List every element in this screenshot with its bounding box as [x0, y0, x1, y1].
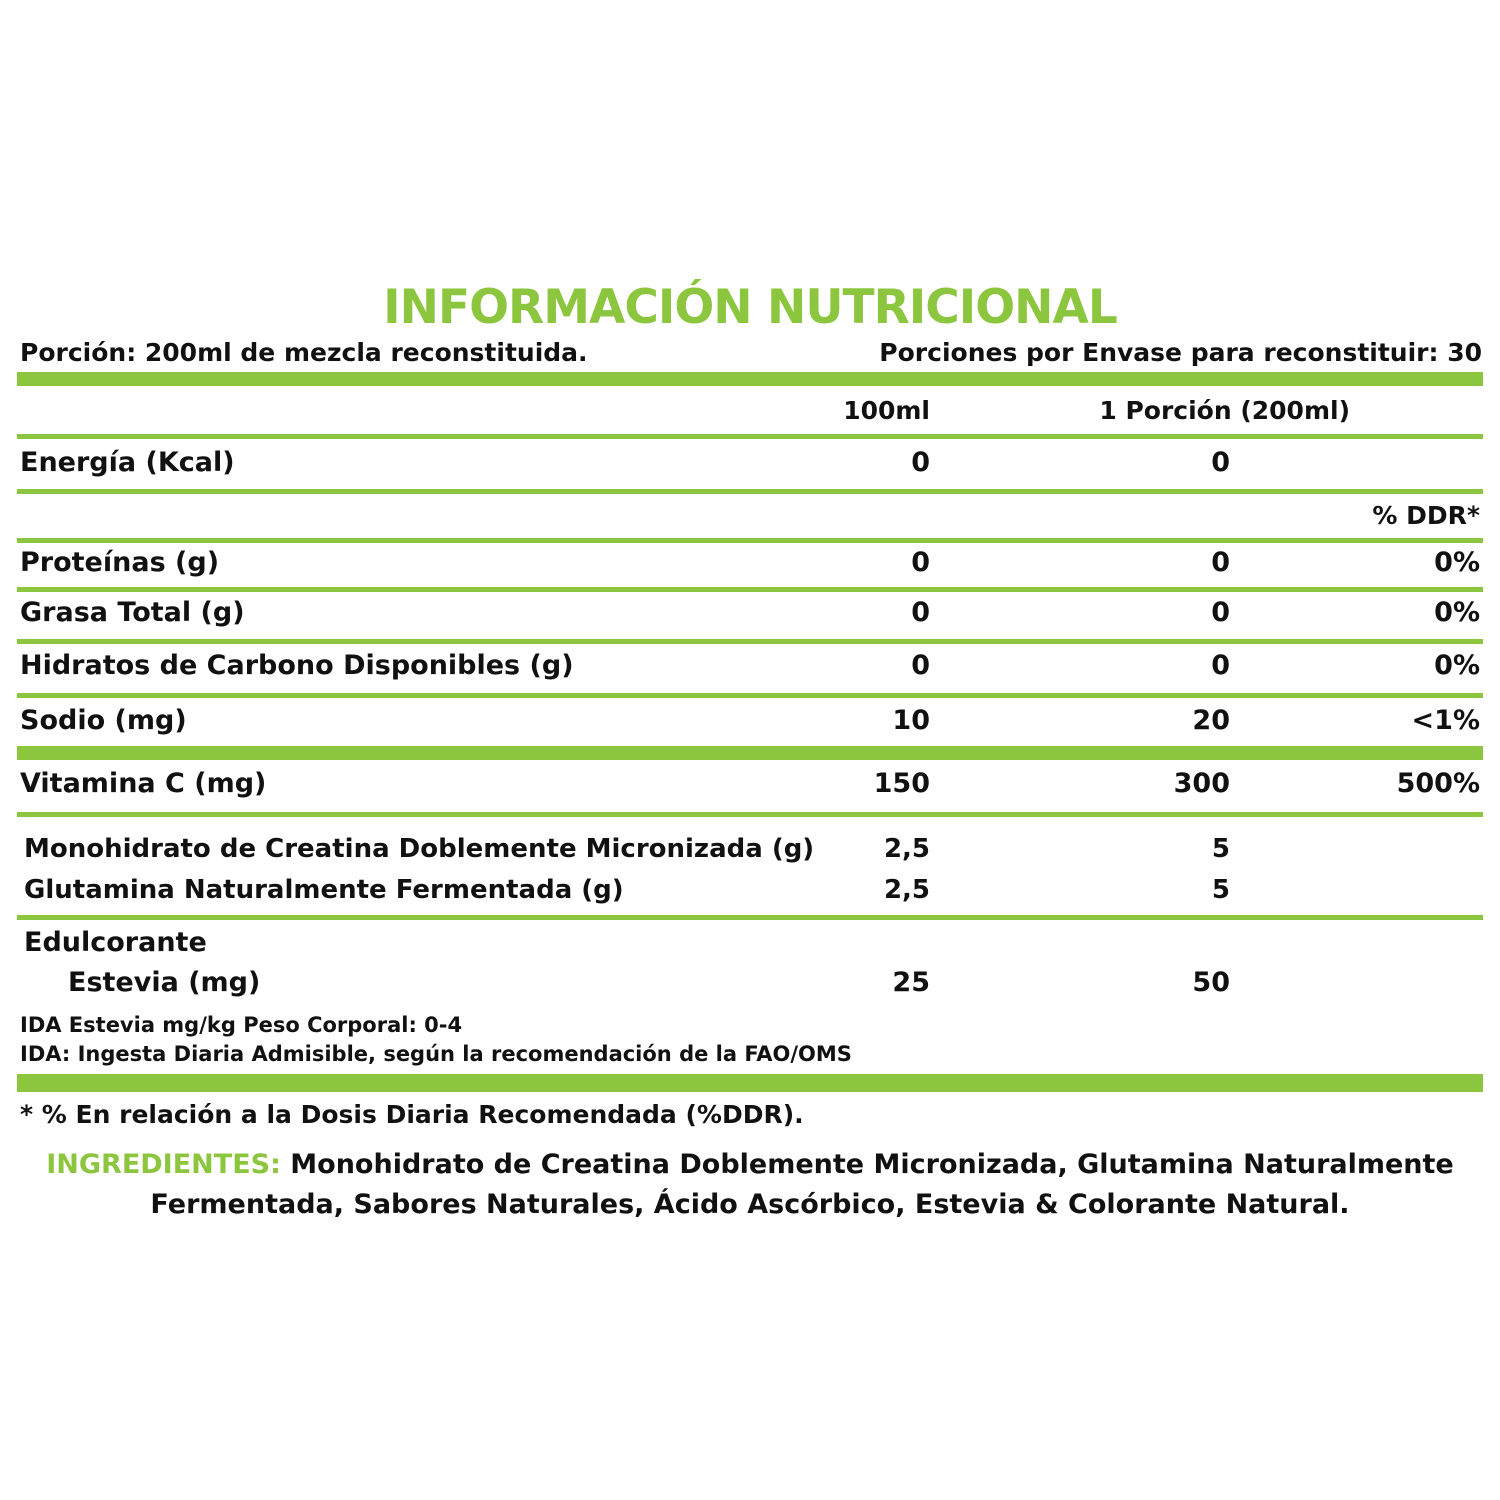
- value-portion: 0: [1211, 597, 1230, 628]
- value-100ml: 0: [911, 650, 930, 681]
- nutrient-row: [0, 547, 1500, 587]
- column-header-portion: 1 Porción (200ml): [1099, 396, 1350, 425]
- divider: [17, 489, 1483, 494]
- ddr-footnote: * % En relación a la Dosis Diaria Recomendada (%DDR).: [20, 1100, 804, 1129]
- ingredients-label: INGREDIENTES:: [46, 1149, 281, 1180]
- value-ddr: 0%: [1434, 650, 1480, 681]
- row-label: Grasa Total (g): [20, 597, 245, 628]
- value-100ml: 0: [911, 447, 930, 478]
- energy-row: [0, 447, 1500, 487]
- ddr-header-row: [0, 501, 1500, 541]
- nutrient-row: [0, 705, 1500, 745]
- value-portion: 0: [1211, 650, 1230, 681]
- divider: [17, 538, 1483, 543]
- divider: [17, 434, 1483, 439]
- value-100ml: 0: [911, 597, 930, 628]
- nutrient-row: [0, 768, 1500, 808]
- value-100ml: 25: [892, 967, 930, 998]
- divider-thick: [17, 746, 1483, 760]
- divider: [17, 812, 1483, 817]
- value-portion: 0: [1211, 547, 1230, 578]
- divider: [17, 693, 1483, 698]
- value-ddr: <1%: [1411, 705, 1480, 736]
- value-ddr: 0%: [1434, 547, 1480, 578]
- divider: [17, 639, 1483, 644]
- value-portion: 0: [1211, 447, 1230, 478]
- divider-thick-bottom: [17, 1074, 1483, 1092]
- row-label: Sodio (mg): [20, 705, 187, 736]
- sweetener-heading: Edulcorante: [24, 927, 207, 958]
- sweetener-row: [0, 967, 1500, 1007]
- value-portion: 300: [1173, 768, 1230, 799]
- column-header-row: [0, 396, 1500, 436]
- value-ddr: 0%: [1434, 597, 1480, 628]
- row-label: Proteínas (g): [20, 547, 220, 578]
- value-100ml: 0: [911, 547, 930, 578]
- value-portion: 5: [1211, 875, 1230, 905]
- row-label: Estevia (mg): [68, 967, 261, 998]
- servings-per-container: Porciones por Envase para reconstituir: 30: [879, 338, 1482, 367]
- row-label: Hidratos de Carbono Disponibles (g): [20, 650, 574, 681]
- serving-size: Porción: 200ml de mezcla reconstituida.: [20, 338, 588, 367]
- active-row: [0, 834, 1500, 874]
- divider: [17, 587, 1483, 592]
- active-row: [0, 875, 1500, 915]
- row-label: Energía (Kcal): [20, 447, 235, 478]
- ida-note: IDA Estevia mg/kg Peso Corporal: 0-4: [20, 1013, 463, 1037]
- column-header-100ml: 100ml: [843, 396, 930, 425]
- value-portion: 50: [1192, 967, 1230, 998]
- label-title: INFORMACIÓN NUTRICIONAL: [383, 280, 1117, 335]
- row-label: Glutamina Naturalmente Fermentada (g): [24, 875, 624, 905]
- ingredients-list: Monohidrato de Creatina Doblemente Micronizada, Glutamina Naturalmente Fermentada, Sabores Naturales, Ácido Ascórbico, Estevia & Colorante Natural.: [150, 1149, 1454, 1220]
- row-label: Monohidrato de Creatina Doblemente Micronizada (g): [24, 834, 815, 864]
- divider: [17, 915, 1483, 920]
- value-portion: 20: [1192, 705, 1230, 736]
- column-header-ddr: % DDR*: [1372, 501, 1480, 530]
- value-portion: 5: [1211, 834, 1230, 864]
- ingredients-text: [0, 1145, 1500, 1225]
- ida-definition-note: IDA: Ingesta Diaria Admisible, según la recomendación de la FAO/OMS: [20, 1042, 852, 1066]
- value-100ml: 10: [892, 705, 930, 736]
- value-100ml: 150: [873, 768, 930, 799]
- divider-thick-top: [17, 372, 1483, 386]
- nutrient-row: [0, 650, 1500, 690]
- value-100ml: 2,5: [883, 875, 930, 905]
- row-label: Vitamina C (mg): [20, 768, 267, 799]
- nutrient-row: [0, 597, 1500, 637]
- value-ddr: 500%: [1396, 768, 1480, 799]
- value-100ml: 2,5: [883, 834, 930, 864]
